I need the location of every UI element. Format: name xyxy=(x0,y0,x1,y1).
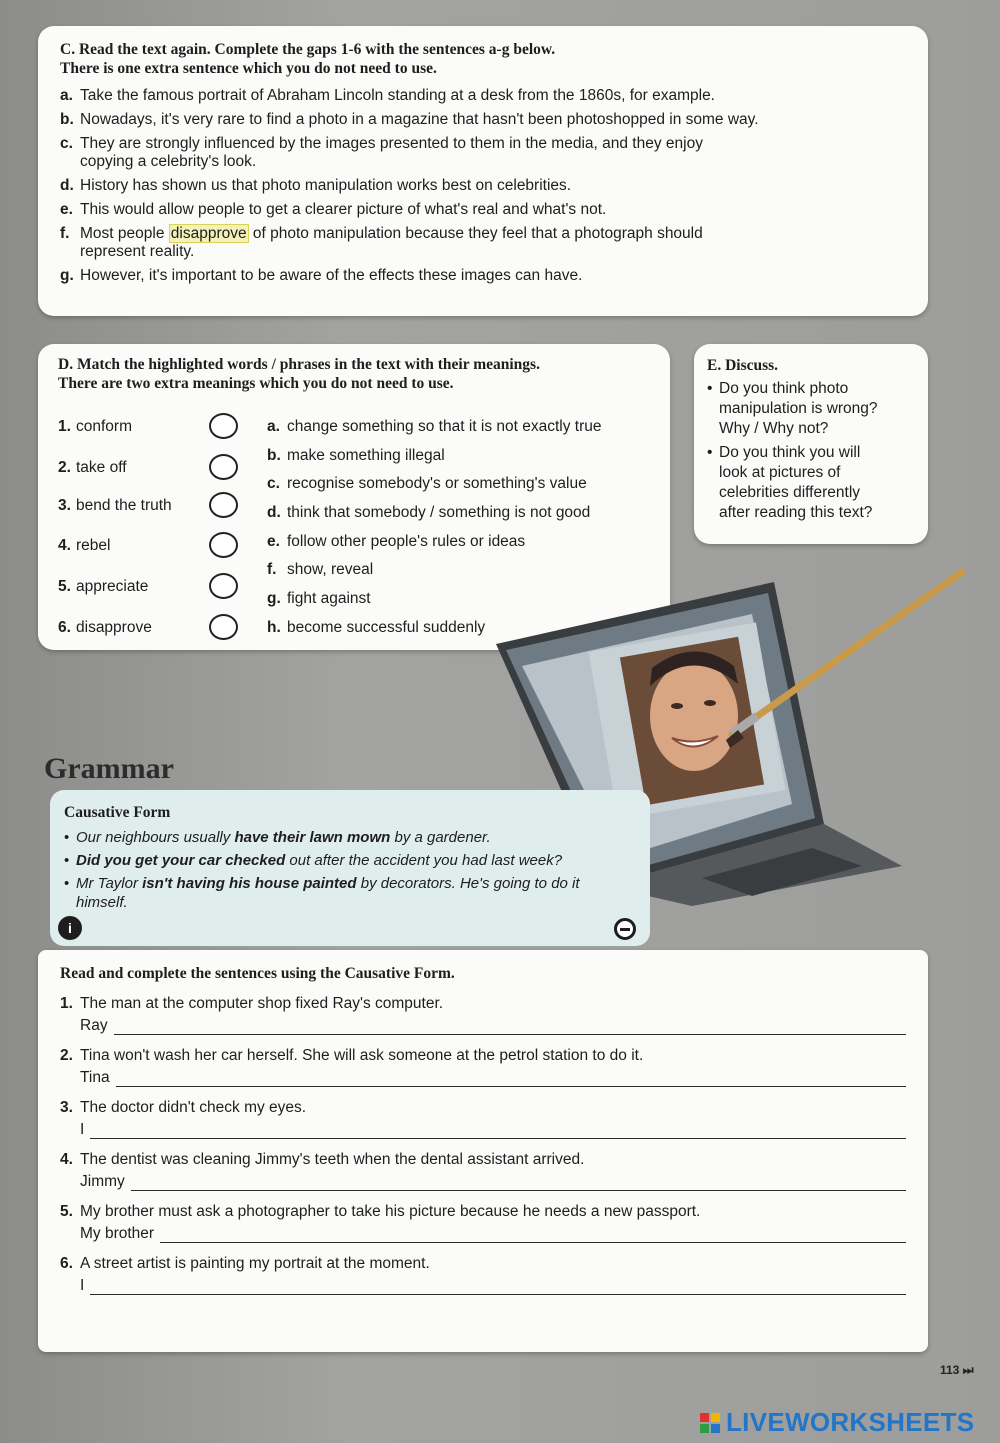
grammar-box-title: Causative Form xyxy=(64,804,171,821)
sentence-a: a. Take the famous portrait of Abraham Lincoln standing at a desk from the 1860s, for example. xyxy=(60,87,715,104)
meaning-a: a. change something so that it is not exactly true xyxy=(267,418,602,435)
grammar-example-2: • Did you get your car checked out after the accident you had last week? xyxy=(64,852,563,869)
info-icon: i xyxy=(58,916,82,940)
page-number: 113 ⏭ xyxy=(940,1363,974,1377)
section-e-card xyxy=(694,344,928,544)
liveworksheets-mark-icon xyxy=(700,1413,720,1433)
exercise-item-4: 4. The dentist was cleaning Jimmy's teeth when the dental assistant arrived. Jimmy xyxy=(60,1150,906,1191)
answer-circle-6[interactable] xyxy=(209,614,238,640)
exercise-item-5: 5. My brother must ask a photographer to take his picture because he needs a new passport. My brother xyxy=(60,1202,906,1243)
answer-circle-5[interactable] xyxy=(209,573,238,599)
meaning-d: d. think that somebody / something is not good xyxy=(267,504,591,521)
section-d-subtitle: There are two extra meanings which you do not need to use. xyxy=(58,375,454,392)
exercise-item-3: 3. The doctor didn't check my eyes. I xyxy=(60,1098,906,1139)
section-c-title: C. Read the text again. Complete the gaps 1-6 with the sentences a-g below. xyxy=(60,41,556,58)
meaning-b: b. make something illegal xyxy=(267,447,445,464)
sentence-c: c. They are strongly influenced by the images presented to them in the media, and they enjoy copying a celebrity's look. xyxy=(60,135,703,170)
meaning-f: f. show, reveal xyxy=(267,561,374,578)
meaning-g: g. fight against xyxy=(267,590,371,607)
discuss-question-1: • Do you think photo manipulation is wrong? Why / Why not? xyxy=(707,380,878,437)
sentence-f: f. Most people disapprove of photo manipulation because they feel that a photograph should represent reality. xyxy=(60,225,703,260)
meaning-h: h. become successful suddenly xyxy=(267,619,486,636)
exercise-item-6: 6. A street artist is painting my portrait at the moment. I xyxy=(60,1254,906,1295)
answer-line-3[interactable] xyxy=(90,1124,906,1139)
brand-text: LIVEWORKSHEETS xyxy=(726,1407,975,1437)
exercise-item-2: 2. Tina won't wash her car herself. She will ask someone at the petrol station to do it. Tina xyxy=(60,1046,906,1087)
meaning-e: e. follow other people's rules or ideas xyxy=(267,533,526,550)
discuss-question-2: • Do you think you will look at pictures of celebrities differently after reading this text? xyxy=(707,444,873,521)
word-6: 6. disapprove xyxy=(58,619,152,636)
causative-form-box xyxy=(50,790,650,946)
sentence-b: b. Nowadays, it's very rare to find a photo in a magazine that hasn't been photoshopped in some way. xyxy=(60,111,759,128)
section-c-card xyxy=(38,26,928,316)
grammar-example-3: • Mr Taylor isn't having his house painted by decorators. He's going to do it himself. xyxy=(64,875,580,911)
sentence-e: e. This would allow people to get a clearer picture of what's real and what's not. xyxy=(60,201,607,218)
answer-line-1[interactable] xyxy=(114,1020,906,1035)
word-2: 2. take off xyxy=(58,459,127,476)
answer-circle-3[interactable] xyxy=(209,492,238,518)
answer-circle-4[interactable] xyxy=(209,532,238,558)
answer-line-4[interactable] xyxy=(131,1176,906,1191)
meaning-c: c. recognise somebody's or something's value xyxy=(267,475,587,492)
answer-line-5[interactable] xyxy=(160,1228,906,1243)
minus-circle-icon xyxy=(614,918,636,940)
grammar-heading: Grammar xyxy=(44,752,174,785)
word-4: 4. rebel xyxy=(58,537,111,554)
word-5: 5. appreciate xyxy=(58,578,149,595)
highlighted-word: disapprove xyxy=(170,225,247,242)
exercise-instruction: Read and complete the sentences using the Causative Form. xyxy=(60,965,455,982)
next-page-icon: ⏭ xyxy=(962,1363,974,1377)
word-1: 1. conform xyxy=(58,418,132,435)
answer-line-2[interactable] xyxy=(116,1072,906,1087)
section-d-title: D. Match the highlighted words / phrases in the text with their meanings. xyxy=(58,356,540,373)
sentence-g: g. However, it's important to be aware of the effects these images can have. xyxy=(60,267,583,284)
word-3: 3. bend the truth xyxy=(58,497,172,514)
section-c-subtitle: There is one extra sentence which you do not need to use. xyxy=(60,60,437,77)
section-e-title: E. Discuss. xyxy=(707,357,779,374)
causative-exercise-card xyxy=(38,950,928,1352)
answer-circle-1[interactable] xyxy=(209,413,238,439)
answer-circle-2[interactable] xyxy=(209,454,238,480)
liveworksheets-logo xyxy=(700,1407,974,1438)
answer-line-6[interactable] xyxy=(90,1280,906,1295)
grammar-example-1: • Our neighbours usually have their lawn mown by a gardener. xyxy=(64,829,491,846)
exercise-item-1: 1. The man at the computer shop fixed Ray's computer. Ray xyxy=(60,994,906,1035)
sentence-d: d. History has shown us that photo manipulation works best on celebrities. xyxy=(60,177,572,194)
